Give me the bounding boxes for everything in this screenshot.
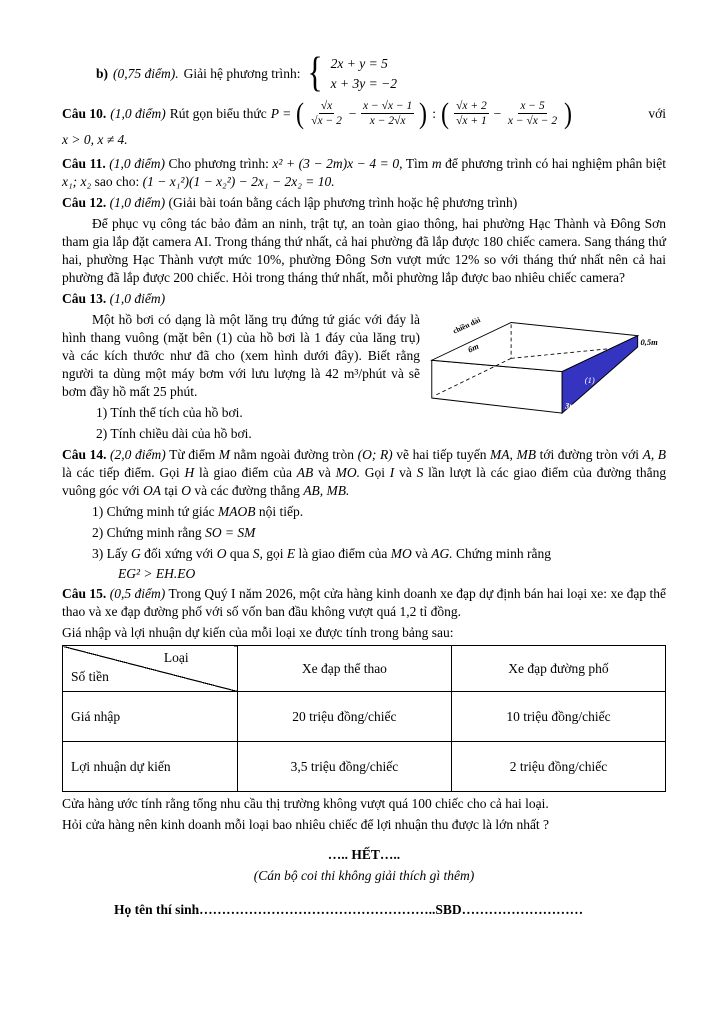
q14-var: O [216, 545, 227, 561]
q12-body: Để phục vụ công tác bảo đảm an ninh, trật tự, an toàn giao thông, hai phường Hạc Thành và Đông Sơn tham gia lắp đặt camera AI. Trong tháng thứ nhất, cả hai phường đã lắp được 180 chiếc camera. Sang tháng thứ hai, phường Hạc Thành vượt mức 10%, phường Đông Sơn vượt mức 12% so với tháng thứ nhất nên cả hai phường đã lắp được 200 chiếc. Hỏi trong tháng thứ nhất, mỗi phường lắp được bao nhiêu chiếc camera? [62, 216, 666, 286]
q14-text: Chứng minh tứ giác [106, 503, 215, 519]
q14-var: AB, MB. [303, 482, 350, 498]
fraction-1-num: √x [319, 99, 334, 114]
q14-body [62, 446, 666, 500]
q9b-points: (0,75 điểm). [113, 66, 179, 82]
q14-var: MO [390, 545, 412, 561]
q12-points: (1,0 điểm) [109, 195, 166, 211]
q15-note-1: Cửa hàng ước tính rằng tổng nhu cầu thị trường không vượt quá 100 chiếc cho cả hai loại. [62, 796, 549, 812]
fraction-2-den: x − 2√x [369, 115, 406, 127]
open-paren: ( [296, 96, 305, 130]
table-row [63, 742, 666, 792]
fraction-4-den: x − √x − 2 [507, 115, 558, 127]
q13-item-1: 1) Tính thể tích của hồ bơi. [96, 404, 243, 420]
q10-points: (1,0 điểm) [110, 105, 166, 121]
item-number: 3) [92, 545, 104, 561]
q14-var: OA [143, 482, 162, 498]
q14-equality: SO = SM [205, 524, 256, 540]
q11-roots: x₁; x₂ [62, 174, 92, 190]
price-profit-table [62, 645, 666, 792]
question-10 [62, 96, 666, 149]
q15-note-2: Hỏi cửa hàng nên kinh doanh mỗi loại bao nhiêu chiếc để lợi nhuận thu được là lớn nhất ? [62, 817, 550, 833]
question-13 [62, 290, 666, 446]
q13-item-2: 2) Tính chiều dài của hồ bơi. [96, 425, 252, 441]
q13-text-column [62, 311, 420, 446]
table-header-row [63, 646, 666, 692]
q14-inequality: EG² > EH.EO [118, 566, 196, 582]
q10-label: Câu 10. [62, 105, 107, 121]
cell-value: 20 triệu đồng/chiếc [237, 692, 451, 742]
length-label: chiều dài [451, 315, 482, 336]
question-9b [96, 50, 666, 97]
q14-var: M [218, 446, 231, 462]
q14-var: AB [296, 464, 314, 480]
corner-label-type: Loại [163, 650, 189, 666]
q14-var: AG. [431, 545, 453, 561]
minus-op: − [347, 105, 357, 121]
q14-points: (2,0 điểm) [110, 446, 166, 462]
q15-text: Trong Quý I năm 2026, một cửa hàng kinh doanh xe đạp dự định bán hai loại xe: xe đạp thể thao và xe đạp đường phố với số vốn ban đầu không vượt quá 1,2 tỉ đồng. [62, 586, 667, 620]
q14-item-3 [92, 545, 666, 563]
q9b-lead: Giải hệ phương trình: [183, 66, 301, 82]
q14-var: S, [252, 545, 263, 561]
q10-condition: x > 0, x ≠ 4. [62, 131, 128, 147]
q14-text: gọi [266, 545, 284, 561]
divide-op: : [432, 105, 437, 121]
q14-text: Gọi [364, 464, 385, 480]
q12-heading [62, 194, 666, 212]
close-paren: ) [419, 96, 428, 130]
q9b-label: b) [96, 66, 109, 82]
q14-text: đối xứng với [144, 545, 214, 561]
q14-var: S [416, 464, 424, 480]
fraction-4 [506, 99, 559, 129]
close-paren: ) [564, 96, 573, 130]
fraction-1-den: √x − 2 [311, 115, 342, 127]
system-brace: { [307, 50, 324, 97]
fraction-3-den: √x + 1 [456, 115, 487, 127]
table-corner-cell [63, 646, 238, 692]
question-15 [62, 585, 666, 834]
q13-body: Một hồ bơi có dạng là một lăng trụ đứng tứ giác với đáy là hình thang vuông (mặt bên (1) của hồ bơi là 1 đáy của lăng trụ) và các kích thước như đã cho (xem hình dưới đây). Biết rằng người ta dùng một máy bơm với lưu lượng là 42 m³/phút và sẽ bơm đầy hồ mất 25 phút. [62, 312, 420, 399]
q14-var: MAOB [218, 503, 256, 519]
q14-text: và các đường thẳng [194, 482, 300, 498]
fraction-2 [361, 99, 414, 129]
proctor-note: (Cán bộ coi thi không giải thích gì thêm) [253, 868, 475, 884]
question-11 [62, 155, 666, 191]
equation-1: 2x + y = 5 [330, 56, 388, 71]
q14-text: Từ điểm [169, 446, 216, 462]
fraction-2-num: x − √x − 1 [361, 99, 414, 114]
equation-system [331, 54, 397, 95]
q15-label: Câu 15. [62, 586, 107, 602]
width-label: 6m [466, 340, 481, 355]
corner-label-money: Số tiền [71, 669, 109, 685]
cell-value: 2 triệu đồng/chiếc [451, 742, 665, 792]
q14-text: qua [229, 545, 250, 561]
question-14 [62, 446, 666, 584]
fraction-4-num: x − 5 [518, 99, 546, 114]
column-header-city-bike: Xe đạp đường phố [451, 646, 665, 692]
cell-value: 10 triệu đồng/chiếc [451, 692, 665, 742]
q11-points: (1,0 điểm) [109, 156, 165, 172]
q14-var: MO. [335, 464, 360, 480]
pool-figure [428, 313, 666, 433]
q10-tail: với [648, 105, 666, 121]
q14-tangents: MA, MB [490, 446, 536, 462]
deep-depth-label: 3m [564, 400, 576, 411]
item-number: 1) [92, 503, 104, 519]
end-marker: ….. HẾT….. [327, 847, 401, 863]
item-number: 2) [92, 524, 104, 540]
q11-equation: x² + (3 − 2m)x − 4 = 0, [272, 156, 403, 172]
q11-label: Câu 11. [62, 156, 106, 172]
table-row [63, 692, 666, 742]
q14-var: O [181, 482, 192, 498]
candidate-name-line: Họ tên thí sinh……………………………………………..SBD……………………… [114, 902, 584, 918]
minus-op: − [492, 105, 502, 121]
q14-text: và [415, 545, 428, 561]
q14-var: E [286, 545, 296, 561]
q13-points: (1,0 điểm) [109, 291, 166, 307]
q13-label: Câu 13. [62, 291, 107, 307]
q11-text: để phương trình có hai nghiệm phân biệt [445, 156, 667, 172]
q13-content [62, 311, 666, 446]
q12-label: Câu 12. [62, 195, 107, 211]
q14-text: là các tiếp điểm. Gọi [62, 464, 180, 480]
q10-lead: Rút gọn biểu thức [169, 105, 267, 121]
column-header-sport-bike: Xe đạp thể thao [237, 646, 451, 692]
q14-text: tới đường tròn với [539, 446, 640, 462]
q11-var-m: m [431, 156, 442, 172]
fraction-3 [454, 99, 489, 129]
q14-text: Chứng minh rằng [455, 545, 552, 561]
q14-text: vẽ hai tiếp tuyến [396, 446, 487, 462]
q14-text: Lấy [106, 545, 128, 561]
q14-text: là giao điểm của [198, 464, 292, 480]
face-1-label: (1) [584, 374, 595, 385]
q14-var: G [131, 545, 141, 561]
fraction-3-num: √x + 2 [454, 99, 489, 114]
q13-heading [62, 290, 666, 308]
q14-text: tại [164, 482, 178, 498]
fraction-1 [309, 99, 344, 129]
q14-label: Câu 14. [62, 446, 107, 462]
shallow-depth-label: 0,5m [640, 337, 658, 348]
q14-var: I [389, 464, 395, 480]
q11-condition-equation: (1 − x₁²)(1 − x₂²) − 2x₁ − 2x₂ = 10. [142, 174, 335, 190]
q14-item-1 [92, 503, 666, 521]
q14-text: Chứng minh rằng [106, 524, 202, 540]
q14-text: nằm ngoài đường tròn [233, 446, 355, 462]
q11-text: Tìm [405, 156, 429, 172]
q11-text: sao cho: [94, 174, 140, 190]
q15-points: (0,5 điểm) [109, 586, 166, 602]
q11-text: Cho phương trình: [168, 156, 269, 172]
q14-text: là giao điểm của [298, 545, 388, 561]
q14-item-2 [92, 524, 666, 542]
q15-table-intro: Giá nhập và lợi nhuận dự kiến của mỗi loại xe được tính trong bảng sau: [62, 625, 454, 641]
q14-var: H [184, 464, 195, 480]
cell-value: 3,5 triệu đồng/chiếc [237, 742, 451, 792]
footer [62, 846, 666, 919]
q12-note: (Giải bài toán bằng cách lập phương trình hoặc hệ phương trình) [168, 195, 518, 211]
q15-body [62, 585, 666, 621]
q10-formula-line [62, 96, 666, 130]
q14-points-ab: A, B [642, 446, 667, 462]
q14-text: và [318, 464, 331, 480]
equation-2: x + 3y = −2 [330, 76, 397, 92]
q14-text: lần lượt là các giao điểm của đường thẳng vuông góc với [62, 464, 667, 498]
open-paren: ( [441, 96, 450, 130]
q14-circle: (O; R) [357, 446, 393, 462]
question-12 [62, 194, 666, 287]
q14-text: nội tiếp. [258, 503, 304, 519]
q14-text: và [399, 464, 412, 480]
q10-p-equals: P = [270, 105, 292, 121]
row-label-purchase-price: Giá nhập [63, 692, 238, 742]
row-label-expected-profit: Lợi nhuận dự kiến [63, 742, 238, 792]
